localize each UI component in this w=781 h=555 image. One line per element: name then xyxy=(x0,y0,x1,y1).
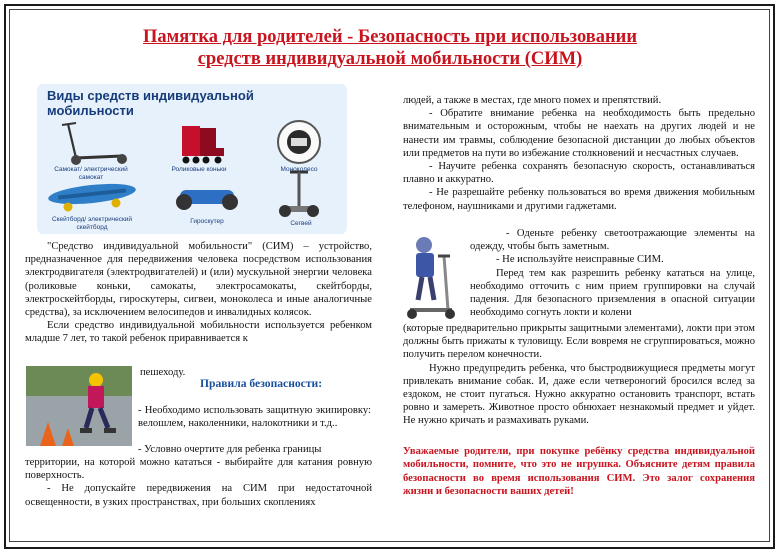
roller-skate-icon xyxy=(164,120,234,166)
item-monowheel xyxy=(259,116,339,174)
skateboard-icon xyxy=(42,180,142,216)
item-label: Скейтборд/ электрический скейтборд xyxy=(51,216,133,231)
item-scooter xyxy=(43,120,139,181)
mobility-types-infographic xyxy=(37,84,347,234)
item-rollers xyxy=(159,120,239,174)
right-paragraph-2: - Обратите внимание ребенка на необходимость быть предельно внимательным и осторожным, чтобы не наехать на других людей и не нанести им травмы, соблюдение безопасной дистанции до любых объектов или предметов на пути во избежание столкновений и несчастных случаев. xyxy=(403,108,755,159)
right-paragraph-6: - Не используйте неисправные СИМ. xyxy=(496,254,664,266)
age-paragraph-end: пешеходу. xyxy=(140,367,186,378)
age-paragraph: Если средство индивидуальной мобильности используется ребенком младше 7 лет, то такой ребенок приравнивается к xyxy=(25,320,372,345)
hoverboard-icon xyxy=(170,180,244,218)
item-skateboard xyxy=(39,180,145,231)
right-paragraph-5: - Оденьте ребенку светоотражающие элементы на одежду, чтобы быть заметным. xyxy=(470,228,755,253)
item-label: Гироскутер xyxy=(190,218,224,225)
right-paragraph-7b: (которые предварительно прикрыты защитными элементами), локти при этом должны быть прижаты к туловищу. Если вовремя не сгруппироваться, можно получить перелом конечности. xyxy=(403,323,755,361)
page-title xyxy=(60,26,720,70)
right-column-top xyxy=(403,94,755,213)
right-paragraph-7a: Перед тем как разрешить ребенку кататься на улице, необходимо отточить с ним прием группировки на случай падения. Для безопасного приземления в опасной ситуации необходимо согнуть локти и колени xyxy=(470,267,755,319)
right-paragraph-3: - Научите ребенка сохранять безопасную скорость, останавливаться плавно и аккуратно. xyxy=(403,161,755,186)
child-scooter-photo xyxy=(400,234,468,324)
definition-paragraph: "Средство индивидуальной мобильности" (СИМ) – устройство, предназначенное для передвижения человека посредством использования электродвигателя (электродвигателей) и (или) мускульной энергии человека (роликовые коньки, самокаты, электросамокаты, скейтборды, электроскейтборды, гироскутеры, сигвеи, моноколеса и иные аналогичные средства), за исключением велосипедов и инвалидных колясок. xyxy=(25,241,372,319)
item-label: Самокат/ электрический самокат xyxy=(54,166,128,181)
child-on-scooter-icon xyxy=(400,234,468,324)
right-paragraph-4: - Не разрешайте ребенку пользоваться во время движения мобильным телефоном, наушниками и другими гаджетами. xyxy=(403,187,755,212)
left-column-top xyxy=(25,240,372,346)
rule-lighting: - Не допускайте передвижения на СИМ при недостаточной освещенности, в узких пространствах, при больших скоплениях xyxy=(25,483,372,508)
title-line-1: Памятка для родителей - Безопасность при использовании xyxy=(143,27,637,47)
rule-protective-gear: - Необходимо использовать защитную экипировку: велошлем, наколенники, налокотники и т.д.. xyxy=(138,405,371,430)
kick-scooter-icon xyxy=(46,120,136,166)
right-paragraph-8: Нужно предупредить ребенка, что быстродвижущиеся предметы могут привлекать внимание собак. И, даже если четвероногий бросился вслед за ездоком, не стоит пугаться. Нужно аккуратно остановить транспорт, встать ровно и замереть. Животное просто обнюхает незнакомый предмет и уйдет. Не нужно кричать и размахивать руками. xyxy=(403,362,755,427)
monowheel-icon xyxy=(269,116,329,166)
item-hoverboard xyxy=(167,180,247,226)
item-segway xyxy=(269,168,333,228)
right-column-middle xyxy=(470,227,755,319)
segway-icon xyxy=(276,168,326,220)
item-label: Сегвей xyxy=(290,220,312,227)
item-label: Моноколесо xyxy=(280,166,318,173)
child-skater-photo xyxy=(26,366,132,446)
rule-boundaries-end: территории, на которой можно кататься - выбирайте для катания ровную поверхность. xyxy=(25,457,372,482)
right-paragraph-1: людей, а также в местах, где много помех и препятствий. xyxy=(403,95,662,106)
skating-child-icon xyxy=(26,366,132,446)
right-column-bottom xyxy=(403,322,755,428)
rule-boundaries-start: - Условно очертите для ребенка границы xyxy=(138,444,322,455)
title-line-2: средств индивидуальной мобильности (СИМ) xyxy=(197,49,583,69)
parents-warning-note: Уважаемые родители, при покупке ребёнку средства индивидуальной мобильности, помните, что это не игрушка. Объясните детям правила безопасности во время использования СИМ. Это залог сохранения жизни и безопасности ваших детей! xyxy=(403,446,755,498)
left-column-bottom xyxy=(25,456,372,509)
infographic-heading: Виды средств индивидуальной мобильности xyxy=(47,88,254,118)
item-label: Роликовые коньки xyxy=(171,166,227,173)
safety-rules-heading: Правила безопасности: xyxy=(200,377,323,390)
